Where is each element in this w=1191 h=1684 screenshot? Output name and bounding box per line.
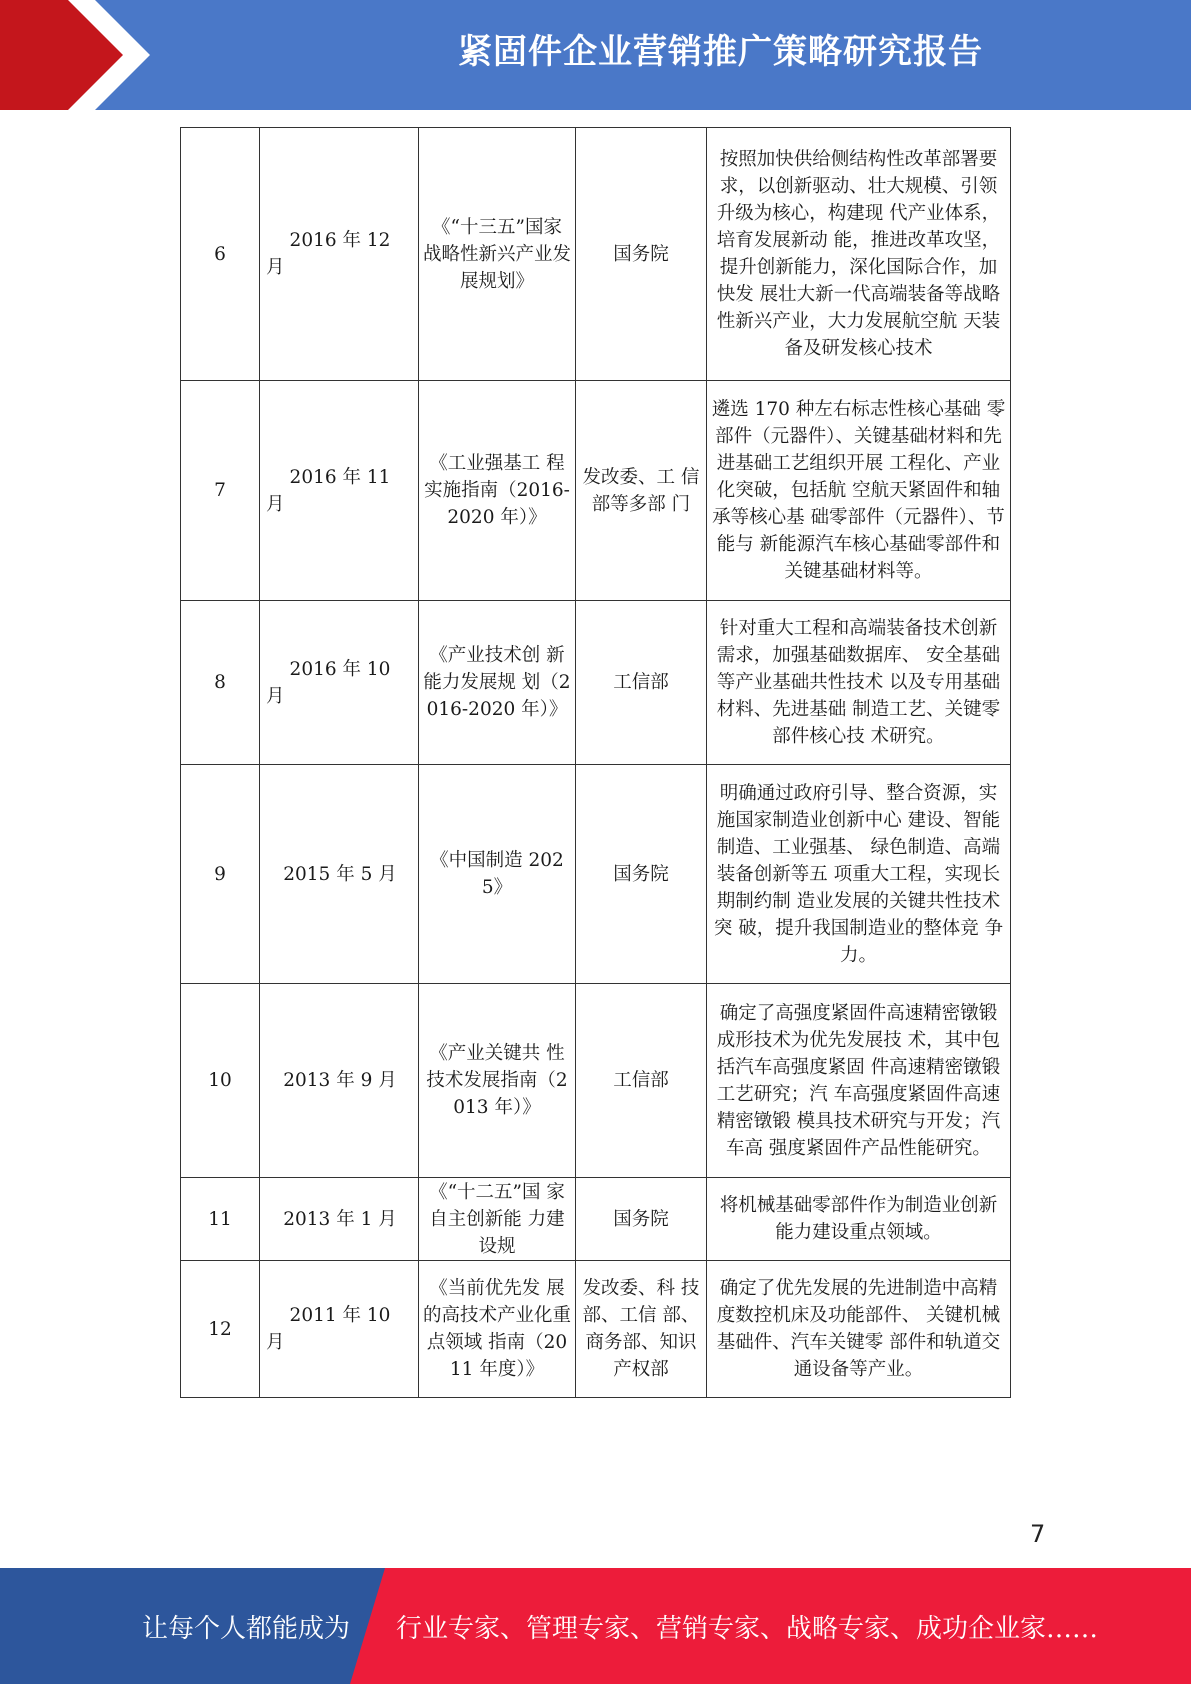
row-number: 10 bbox=[181, 984, 260, 1178]
policy-content: 遴选 170 种左右标志性核心基础 零部件（元器件）、关键基础材料和先进基础工艺组织开展 工程化、产业化突破，包括航 空航天紧固件和轴承等核心基 础零部件（元器件）、节能与 新能源汽车核心基础零部件和 关键基础材料等。 bbox=[707, 381, 1011, 601]
issuing-department: 国务院 bbox=[576, 1178, 707, 1261]
row-number: 9 bbox=[181, 765, 260, 984]
policy-name: 《工业强基工 程实施指南（2016-2020 年）》 bbox=[419, 381, 576, 601]
issuing-department: 国务院 bbox=[576, 765, 707, 984]
issue-date-part: 月 bbox=[266, 685, 285, 707]
row-number: 12 bbox=[181, 1261, 260, 1398]
table-row bbox=[181, 1178, 1011, 1261]
issue-date-part: 月 bbox=[266, 257, 285, 278]
row-number: 7 bbox=[181, 381, 260, 601]
page-header bbox=[0, 0, 1191, 110]
table-row bbox=[181, 984, 1011, 1178]
issuing-department: 工信部 bbox=[576, 984, 707, 1178]
issue-date-part: 月 bbox=[266, 493, 285, 515]
issue-date bbox=[260, 1261, 419, 1398]
issue-date-part: 2011 年 10 bbox=[289, 1305, 391, 1326]
issuing-department: 国务院 bbox=[576, 128, 707, 381]
issue-date-part: 2016 年 10 bbox=[289, 658, 391, 680]
issue-date-part: 2013 年 9 月 bbox=[283, 1070, 397, 1091]
policy-name: 《产业关键共 性技术发展指南（2013 年）》 bbox=[419, 984, 576, 1178]
issue-date bbox=[260, 128, 419, 381]
policy-name: 《当前优先发 展的高技术产业化重点领域 指南（2011 年度）》 bbox=[419, 1261, 576, 1398]
table-row bbox=[181, 128, 1011, 381]
issuing-department: 发改委、科 技部、工信 部、商务部、知识产权部 bbox=[576, 1261, 707, 1398]
table-row bbox=[181, 1261, 1011, 1398]
table-row bbox=[181, 381, 1011, 601]
policy-content: 针对重大工程和高端装备技术创新需求，加强基础数据库、 安全基础等产业基础共性技术 以及专用基础材料、先进基础 制造工艺、关键零部件核心技 术研究。 bbox=[707, 601, 1011, 765]
issue-date bbox=[260, 765, 419, 984]
table-row bbox=[181, 601, 1011, 765]
policy-content: 按照加快供给侧结构性改革部署要求，以创新驱动、壮大规模、引领升级为核心，构建现 代产业体系，培育发展新动 能，推进改革攻坚，提升创新能力，深化国际合作，加快发 展壮大新一代高端装备等战略 性新兴产业，大力发展航空航 天装备及研发核心技术 bbox=[707, 128, 1011, 381]
issue-date bbox=[260, 1178, 419, 1261]
page-footer bbox=[0, 1568, 1191, 1684]
issue-date-part: 2013 年 1 月 bbox=[283, 1208, 397, 1230]
policy-name: 《中国制造 2025》 bbox=[419, 765, 576, 984]
footer-slogan-right: 行业专家、管理专家、营销专家、战略专家、成功企业家…… bbox=[396, 1614, 1099, 1644]
chevron-arrow-icon bbox=[0, 0, 150, 110]
policy-content: 确定了优先发展的先进制造中高精度数控机床及功能部件、 关键机械基础件、汽车关键零 部件和轨道交通设备等产业。 bbox=[707, 1261, 1011, 1398]
policy-name: 《产业技术创 新能力发展规 划（2016-2020 年）》 bbox=[419, 601, 576, 765]
issue-date-part: 2016 年 11 bbox=[289, 466, 391, 488]
policy-content: 将机械基础零部件作为制造业创新能力建设重点领域。 bbox=[707, 1178, 1011, 1261]
row-number: 8 bbox=[181, 601, 260, 765]
row-number: 11 bbox=[181, 1178, 260, 1261]
issue-date bbox=[260, 984, 419, 1178]
issue-date bbox=[260, 601, 419, 765]
row-number: 6 bbox=[181, 128, 260, 381]
issue-date-part: 2016 年 12 bbox=[289, 230, 391, 251]
page-number: 7 bbox=[1030, 1520, 1046, 1548]
issue-date bbox=[260, 381, 419, 601]
policy-content: 明确通过政府引导、整合资源，实施国家制造业创新中心 建设、智能制造、工业强基、 绿色制造、高端装备创新等五 项重大工程，实现长期制约制 造业发展的关键共性技术突 破，提升我国制造业的整体竞 争力。 bbox=[707, 765, 1011, 984]
report-title: 紧固件企业营销推广策略研究报告 bbox=[458, 32, 983, 72]
issue-date-part: 月 bbox=[266, 1332, 285, 1353]
policy-name: 《“十三五”国家战略性新兴产业发展规划》 bbox=[419, 128, 576, 381]
issuing-department: 发改委、工 信部等多部 门 bbox=[576, 381, 707, 601]
policy-table bbox=[180, 127, 1011, 1398]
policy-name: 《“十二五”国 家自主创新能 力建设规 bbox=[419, 1178, 576, 1261]
issue-date-part: 2015 年 5 月 bbox=[283, 863, 397, 885]
policy-content: 确定了高强度紧固件高速精密镦锻成形技术为优先发展技 术，其中包括汽车高强度紧固 件高速精密镦锻工艺研究；汽 车高强度紧固件高速精密镦锻 模具技术研究与开发；汽车高 强度紧固件产品性能研究。 bbox=[707, 984, 1011, 1178]
table-row bbox=[181, 765, 1011, 984]
issuing-department: 工信部 bbox=[576, 601, 707, 765]
footer-slogan-left: 让每个人都能成为 bbox=[142, 1614, 351, 1644]
